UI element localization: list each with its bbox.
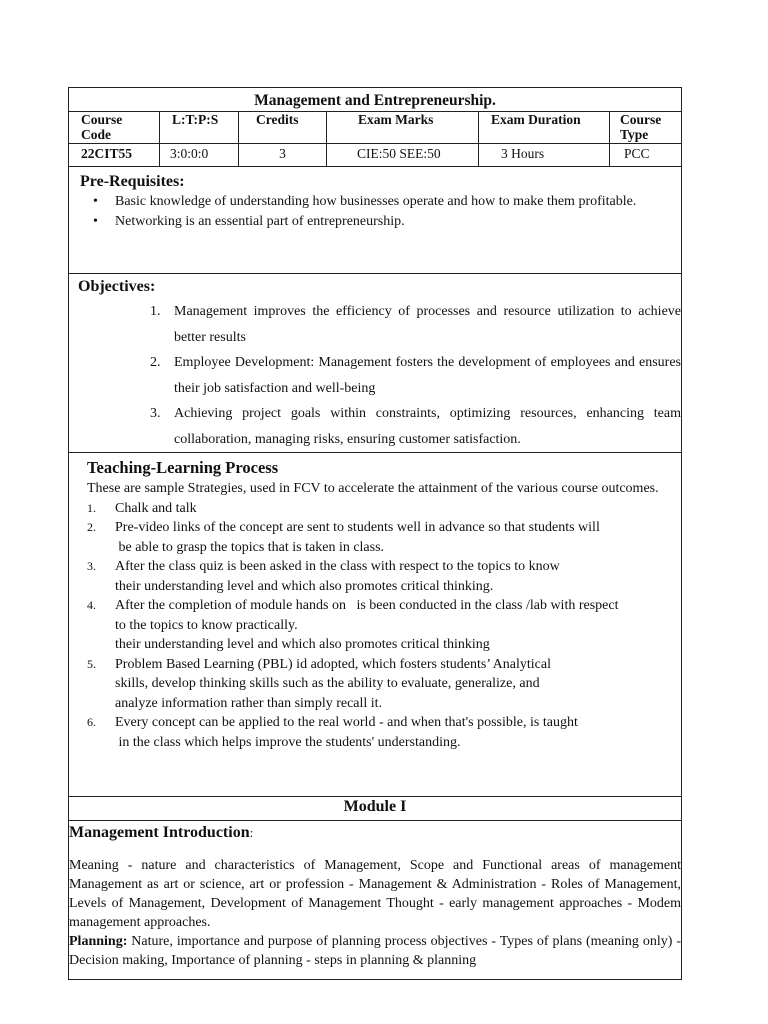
teaching-title: Teaching-Learning Process <box>87 458 279 477</box>
list-item <box>87 518 682 557</box>
list-item <box>87 596 682 655</box>
planning-text: Nature, importance and purpose of planning process objectives - Types of plans (meaning only) - Decision making, Importance of planning - steps in planning & planning <box>69 934 681 968</box>
list-item: • Basic knowledge of understanding how businesses operate and how to make them profitable. <box>115 192 671 212</box>
list-item <box>87 557 682 596</box>
header-course-code <box>69 112 160 144</box>
teaching-list <box>87 499 682 753</box>
header-credits <box>239 112 327 144</box>
planning-label: Planning: <box>69 934 128 949</box>
item-text: Management improves the efficiency of processes and resource utilization to achieve better results <box>174 304 681 345</box>
item-number: 1. <box>150 304 161 319</box>
item-line: their understanding level and which also promotes critical thinking <box>115 637 490 652</box>
credits-value: 3 <box>239 144 327 167</box>
module-subtitle-colon: : <box>249 825 254 840</box>
header-exam-duration <box>479 112 610 144</box>
item-line: analyze information rather than simply recall it. <box>115 695 383 711</box>
header-exam-marks <box>327 112 479 144</box>
list-item <box>87 499 682 519</box>
item-line: Every concept can be applied to the real world - and when that's possible, is taught <box>115 715 578 730</box>
item-number: 2. <box>87 520 96 534</box>
item-line: to the topics to know practically. <box>115 617 298 633</box>
module-subtitle <box>69 822 681 844</box>
course-header <box>68 87 682 166</box>
teaching-learning-section <box>68 452 682 796</box>
prerequisites-section <box>68 166 682 273</box>
item-line: After the completion of module hands on is been conducted in the class /lab with respect <box>115 598 619 613</box>
exam-marks-value: CIE:50 SEE:50 <box>327 144 479 167</box>
prerequisites-title: Pre-Requisites: <box>80 173 185 190</box>
header-label: Course Type <box>620 112 662 142</box>
course-title: Management and Entrepreneurship. <box>254 92 496 109</box>
item-number: 5. <box>87 656 96 671</box>
header-label: Course Code <box>81 112 123 142</box>
item-line: their understanding level and which also promotes critical thinking. <box>115 578 494 594</box>
list-item: • Networking is an essential part of entrepreneurship. <box>115 212 671 232</box>
module-title: Module I <box>68 796 682 820</box>
syllabus-document <box>68 87 682 980</box>
item-text: Achieving project goals within constraints, optimizing resources, enhancing team collaboration, managing risks, ensuring customer satisfaction. <box>174 406 681 447</box>
list-item <box>150 401 681 452</box>
item-line: in the class which helps improve the students' understanding. <box>115 734 461 750</box>
list-item <box>87 655 682 714</box>
exam-duration-value: 3 Hours <box>479 144 610 167</box>
course-type-value: PCC <box>610 144 682 167</box>
module-subtitle-text: Management Introduction <box>69 824 250 841</box>
item-number: 4. <box>87 598 96 612</box>
item-number: 3. <box>150 406 161 421</box>
course-value-row <box>69 144 681 167</box>
item-number: 3. <box>87 559 96 573</box>
header-label: Exam Marks <box>358 112 434 127</box>
list-item <box>150 350 681 401</box>
item-number: 2. <box>150 355 161 370</box>
teaching-intro: These are sample Strategies, used in FCV to accelerate the attainment of the various course outcomes. <box>87 481 659 496</box>
planning-paragraph <box>69 932 681 970</box>
module-paragraph: Meaning - nature and characteristics of Management, Scope and Functional areas of management Management as art or science, art or profession - Management & Administration - Roles of Management, Levels of Management, Development of Management Thought - early management approaches - Modem management approaches. <box>69 858 681 930</box>
item-number: 1. <box>87 500 96 515</box>
course-header-row <box>69 112 681 144</box>
item-line: be able to grasp the topics that is taken in class. <box>115 539 385 555</box>
objectives-title: Objectives: <box>78 278 156 295</box>
item-line: skills, develop thinking skills such as the ability to evaluate, generalize, and <box>115 676 540 691</box>
item-text: Employee Development: Management fosters the development of employees and ensures their job satisfaction and well-being <box>174 355 681 396</box>
course-info-table <box>69 111 681 166</box>
ltps-value: 3:0:0:0 <box>160 144 239 167</box>
header-course-type <box>610 112 682 144</box>
prerequisites-list <box>80 192 681 232</box>
header-label: Exam Duration <box>491 112 581 127</box>
item-line: Problem Based Learning (PBL) id adopted, which fosters students’ Analytical <box>115 656 551 672</box>
item-line: After the class quiz is been asked in the class with respect to the topics to know <box>115 559 560 574</box>
header-label: L:T:P:S <box>172 112 219 127</box>
objectives-section <box>68 273 682 452</box>
module-body <box>68 820 682 980</box>
objectives-list <box>78 299 681 452</box>
header-ltps <box>160 112 239 144</box>
list-item <box>150 299 681 350</box>
item-line: Pre-video links of the concept are sent to students well in advance so that students will <box>115 520 600 535</box>
item-line: Chalk and talk <box>115 500 197 516</box>
header-label: Credits <box>256 112 299 127</box>
list-item <box>87 713 682 752</box>
item-number: 6. <box>87 715 96 729</box>
course-code-value: 22CIT55 <box>69 144 160 167</box>
